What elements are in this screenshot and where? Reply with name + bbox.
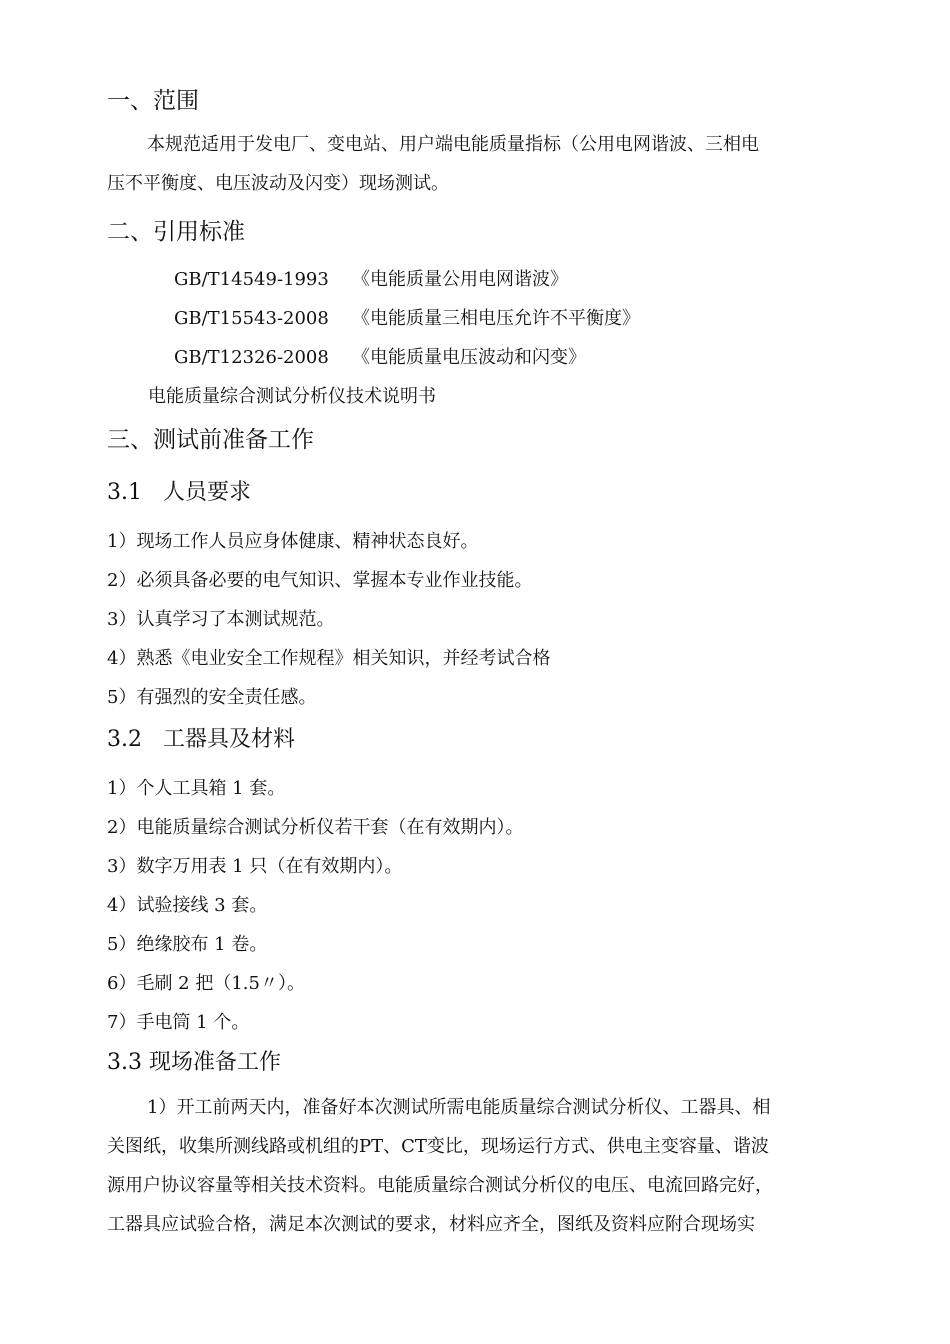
section-heading-scope: 一、范围 [107,88,199,114]
section-heading-preparation: 三、测试前准备工作 [107,427,314,453]
list-item: 1）个人工具箱 1 套。 [107,778,286,799]
subsection-number: 3.1 [107,480,142,505]
scope-paragraph-line-2: 压不平衡度、电压波动及闪变）现场测试。 [107,173,449,194]
site-prep-paragraph-line-1: 1）开工前两天内，准备好本次测试所需电能质量综合测试分析仪、工器具、相 [147,1097,771,1118]
standard-row [174,310,640,328]
reference-manual: 电能质量综合测试分析仪技术说明书 [148,386,436,407]
list-item: 7）手电筒 1 个。 [107,1012,250,1033]
subsection-heading-site-prep: 3.3 现场准备工作 [107,1050,281,1075]
section-heading-references: 二、引用标准 [107,219,245,245]
list-item: 6）毛刷 2 把（1.5〃）。 [107,973,305,994]
list-item: 4）试验接线 3 套。 [107,895,268,916]
subsection-heading-tools [107,729,295,751]
standard-title: 《电能质量三相电压允许不平衡度》 [352,308,640,329]
subsection-title: 人员要求 [163,480,252,505]
site-prep-paragraph-line-2: 关图纸，收集所测线路或机组的PT、CT变比，现场运行方式、供电主变容量、谐波 [107,1136,769,1157]
subsection-number: 3.2 [107,727,142,752]
list-item: 3）认真学习了本测试规范。 [107,609,335,630]
list-item: 5）有强烈的安全责任感。 [107,687,317,708]
standard-title: 《电能质量电压波动和闪变》 [352,347,586,368]
list-item: 2）电能质量综合测试分析仪若干套（在有效期内）。 [107,817,524,838]
standard-title: 《电能质量公用电网谐波》 [352,269,568,290]
standard-code: GB/T15543-2008 [174,308,329,329]
standard-code: GB/T14549-1993 [174,269,329,290]
list-item: 1）现场工作人员应身体健康、精神状态良好。 [107,531,479,552]
standard-row [174,271,568,289]
site-prep-paragraph-line-4: 工器具应试验合格，满足本次测试的要求，材料应齐全，图纸及资料应附合现场实 [107,1214,755,1235]
standard-row [174,349,586,367]
standard-code: GB/T12326-2008 [174,347,329,368]
scope-paragraph-line-1: 本规范适用于发电厂、变电站、用户端电能质量指标（公用电网谐波、三相电 [147,134,759,155]
site-prep-paragraph-line-3: 源用户协议容量等相关技术资料。电能质量综合测试分析仪的电压、电流回路完好， [107,1175,773,1196]
list-item: 2）必须具备必要的电气知识、掌握本专业作业技能。 [107,570,533,591]
list-item: 3）数字万用表 1 只（在有效期内）。 [107,856,403,877]
subsection-heading-personnel [107,482,251,504]
list-item: 5）绝缘胶布 1 卷。 [107,934,268,955]
subsection-title: 工器具及材料 [163,727,296,752]
list-item: 4）熟悉《电业安全工作规程》相关知识，并经考试合格 [107,648,551,669]
